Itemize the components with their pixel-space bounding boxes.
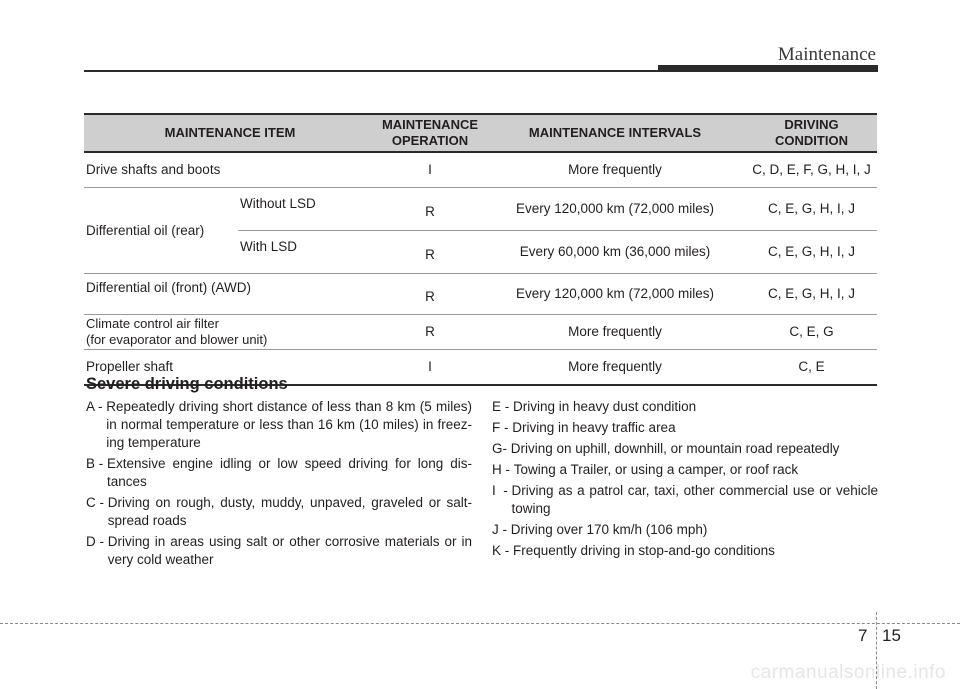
condition-entry bbox=[86, 398, 472, 452]
table-row bbox=[84, 152, 877, 188]
condition-text: Towing a Trailer, or using a camper, or roof rack bbox=[513, 462, 799, 477]
row-item: Differential oil (rear) bbox=[84, 188, 238, 274]
row-operation: I bbox=[376, 350, 484, 386]
condition-text: Driving in heavy dust condition bbox=[513, 399, 697, 414]
section-title: Maintenance bbox=[777, 44, 876, 65]
maintenance-table bbox=[84, 113, 877, 386]
condition-letter: E - bbox=[492, 399, 514, 414]
header-maintenance-intervals: MAINTENANCE INTERVALS bbox=[484, 114, 746, 152]
condition-letter: C - bbox=[86, 495, 108, 510]
page-number: 15 bbox=[882, 626, 901, 645]
condition-entry bbox=[492, 419, 878, 437]
row-operation: R bbox=[376, 315, 484, 350]
condition-entry bbox=[86, 494, 472, 530]
row-interval: More frequently bbox=[484, 152, 746, 188]
row-item-line1: Climate control air filter bbox=[86, 316, 219, 331]
table-row bbox=[84, 274, 877, 315]
table-row bbox=[84, 188, 877, 231]
row-condition: C, E, G, H, I, J bbox=[746, 274, 877, 315]
row-operation: R bbox=[376, 188, 484, 231]
condition-letter: D - bbox=[86, 534, 108, 549]
condition-letter: J - bbox=[492, 522, 511, 537]
row-interval: More frequently bbox=[484, 315, 746, 350]
header-maintenance-item: MAINTENANCE ITEM bbox=[84, 114, 376, 152]
header-condition-line2: CONDITION bbox=[775, 133, 848, 148]
condition-text: Frequently driving in stop-and-go conditions bbox=[513, 543, 775, 558]
condition-entry bbox=[492, 440, 878, 458]
row-interval: More frequently bbox=[484, 350, 746, 386]
row-item bbox=[84, 315, 376, 350]
row-item: Differential oil (front) (AWD) bbox=[84, 274, 376, 315]
header-operation-line2: OPERATION bbox=[391, 133, 469, 148]
table-header-row bbox=[84, 114, 877, 152]
condition-letter: I - bbox=[492, 483, 512, 498]
condition-entry bbox=[492, 482, 878, 518]
condition-text: Driving on rough, dusty, muddy, unpaved, graveled or salt-spread roads bbox=[107, 495, 472, 528]
condition-letter: K - bbox=[492, 543, 514, 558]
row-interval: Every 60,000 km (36,000 miles) bbox=[484, 231, 746, 274]
condition-letter: A - bbox=[86, 399, 107, 414]
severe-conditions-left-column bbox=[86, 398, 472, 572]
header-rule-thin bbox=[84, 70, 662, 72]
condition-entry bbox=[492, 521, 878, 539]
condition-letter: F - bbox=[492, 420, 513, 435]
row-operation: I bbox=[376, 152, 484, 188]
row-interval: Every 120,000 km (72,000 miles) bbox=[484, 188, 746, 231]
table-row bbox=[84, 315, 877, 350]
row-item: Propeller shaft bbox=[84, 350, 376, 386]
condition-text: Driving as a patrol car, taxi, other commercial use or vehicle towing bbox=[511, 483, 878, 516]
condition-text: Repeatedly driving short distance of less than 8 km (5 miles) in normal temperature or less than 16 km (10 miles) in freez-ing temperature bbox=[106, 399, 472, 450]
row-condition: C, E, G, H, I, J bbox=[746, 188, 877, 231]
condition-entry bbox=[492, 461, 878, 479]
condition-text: Driving on uphill, downhill, or mountain road repeatedly bbox=[510, 441, 840, 456]
row-operation: R bbox=[376, 231, 484, 274]
header-driving-condition bbox=[746, 114, 877, 152]
condition-entry bbox=[86, 533, 472, 569]
condition-letter: G- bbox=[492, 441, 511, 456]
row-operation: R bbox=[376, 274, 484, 315]
condition-text: Driving in heavy traffic area bbox=[512, 420, 676, 435]
header-rule-thick bbox=[658, 65, 878, 72]
row-condition: C, E, G, H, I, J bbox=[746, 231, 877, 274]
chapter-number: 7 bbox=[858, 626, 868, 645]
row-condition: C, D, E, F, G, H, I, J bbox=[746, 152, 877, 188]
header-operation-line1: MAINTENANCE bbox=[381, 117, 479, 132]
condition-entry bbox=[492, 542, 878, 560]
condition-entry bbox=[492, 398, 878, 416]
condition-letter: H - bbox=[492, 462, 514, 477]
row-subitem: Without LSD bbox=[238, 188, 376, 231]
severe-conditions-title: Severe driving conditions bbox=[86, 375, 288, 393]
row-subitem: With LSD bbox=[238, 231, 376, 274]
condition-letter: B - bbox=[86, 456, 108, 471]
row-condition: C, E bbox=[746, 350, 877, 386]
watermark: carmanualsonline.info bbox=[750, 662, 946, 683]
severe-conditions-right-column bbox=[492, 398, 878, 563]
row-interval: Every 120,000 km (72,000 miles) bbox=[484, 274, 746, 315]
condition-text: Extensive engine idling or low speed driving for long dis-tances bbox=[107, 456, 472, 489]
footer-dashed-rule bbox=[0, 623, 960, 624]
header-maintenance-operation bbox=[376, 114, 484, 152]
condition-text: Driving over 170 km/h (106 mph) bbox=[510, 522, 708, 537]
condition-text: Driving in areas using salt or other corrosive materials or in very cold weather bbox=[107, 534, 472, 567]
row-condition: C, E, G bbox=[746, 315, 877, 350]
header-condition-line1: DRIVING bbox=[784, 117, 839, 132]
condition-entry bbox=[86, 455, 472, 491]
row-item-line2: (for evaporator and blower unit) bbox=[86, 332, 268, 347]
row-item: Drive shafts and boots bbox=[84, 152, 376, 188]
